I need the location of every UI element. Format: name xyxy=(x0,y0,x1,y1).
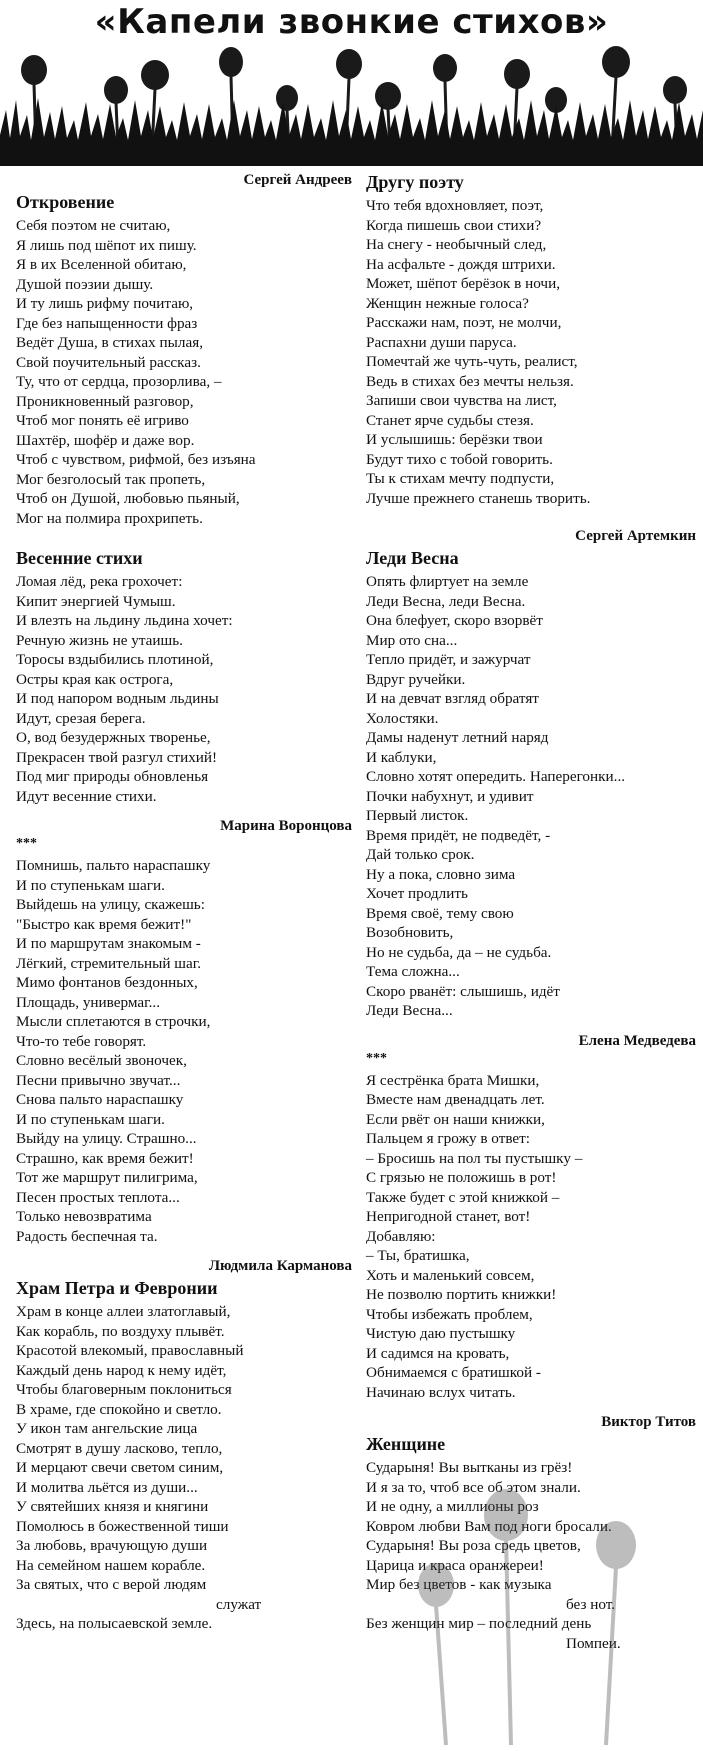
poem-title: Храм Петра и Февронии xyxy=(16,1278,218,1298)
poem-line: Почки набухнут, и удивит xyxy=(366,787,534,805)
poem-line: Кипит энергией Чумыш. xyxy=(16,592,176,610)
poem-line: Вдруг ручейки. xyxy=(366,670,466,688)
poem-author: Сергей Артемкин xyxy=(575,528,696,544)
poem-line: Мог безголосый так пропеть, xyxy=(16,470,206,488)
poem-line: Красотой влекомый, православный xyxy=(16,1342,244,1359)
poem-line: Радость беспечная та. xyxy=(16,1227,158,1245)
poem-line: Ломая лёд, река грохочет: xyxy=(16,573,183,590)
poem-line: Ковром любви Вам под ноги бросали. xyxy=(366,1517,612,1535)
poem-line: И по ступенькам шаги. xyxy=(16,876,165,894)
poem-line: Я лишь под шёпот их пишу. xyxy=(16,236,197,254)
poem-line: В храме, где спокойно и светло. xyxy=(16,1400,222,1418)
poem-line: Ту, что от сердца, прозорлива, – xyxy=(16,373,222,390)
poem-line: Только невозвратима xyxy=(16,1208,152,1225)
poem-line: Тема сложна... xyxy=(366,963,460,980)
poem-line: Первый листок. xyxy=(366,807,469,824)
poem-line: Храм в конце аллеи златоглавый, xyxy=(16,1303,231,1320)
poem-title: Леди Весна xyxy=(366,548,459,568)
poem-line: Ведёт Душа, в стихах пылая, xyxy=(16,334,203,351)
poem-line: Шахтёр, шофёр и даже вор. xyxy=(16,431,195,449)
poem-line: Дамы наденут летний наряд xyxy=(366,729,549,746)
poem-line: И я за то, чтоб все об этом знали. xyxy=(366,1478,581,1496)
poem-otkrovenie xyxy=(16,170,352,528)
poem-line: Тот же маршрут пилигрима, xyxy=(16,1169,198,1186)
poem-line: Чистую даю пустышку xyxy=(366,1325,516,1342)
poem-text xyxy=(366,572,696,1021)
poem-text xyxy=(16,572,352,806)
poem-line: Будут тихо с тобой говорить. xyxy=(366,450,553,468)
poem-line: Мир без цветов - как музыка xyxy=(366,1576,552,1593)
poem-line: О, вод безудержных творенье, xyxy=(16,729,211,746)
poem-line: Где без напыщенности фраз xyxy=(16,314,198,332)
poem-line: Прекрасен твой разгул стихий! xyxy=(16,748,218,766)
poem-line: Идут, срезая берега. xyxy=(16,709,146,727)
poem-line: Вместе нам двенадцать лет. xyxy=(366,1091,545,1108)
poem-line: Свой поучительный рассказ. xyxy=(16,353,201,371)
right-column xyxy=(366,170,696,1653)
poem-author: Сергей Андреев xyxy=(243,172,352,188)
poem-line: И не одну, а миллионы роз xyxy=(366,1498,539,1515)
poem-line: На асфальте - дождя штрихи. xyxy=(366,255,556,273)
poem-line: Но не судьба, да – не судьба. xyxy=(366,943,552,961)
poem-vorontsova xyxy=(16,816,352,1246)
poem-author: Елена Медведева xyxy=(578,1032,696,1049)
poem-line: Непригодной станет, вот! xyxy=(366,1208,531,1225)
poem-line: Выйдешь на улицу, скажешь: xyxy=(16,896,205,913)
poem-line: И по ступенькам шаги. xyxy=(16,1110,165,1128)
header-divider xyxy=(0,165,703,166)
poem-line: Помнишь, пальто нараспашку xyxy=(16,857,211,874)
left-column xyxy=(16,170,352,1634)
poem-title: Другу поэту xyxy=(366,172,464,192)
poem-line: Себя поэтом не считаю, xyxy=(16,217,171,234)
poem-line: Станет ярче судьбы стезя. xyxy=(366,411,534,429)
poem-text xyxy=(16,216,352,528)
poem-line: Каждый день народ к нему идёт, xyxy=(16,1361,227,1379)
header-banner xyxy=(0,0,703,166)
poem-line: Помечтай же чуть-чуть, реалист, xyxy=(366,353,578,370)
poem-line: Как корабль, по воздуху плывёт. xyxy=(16,1322,225,1340)
poem-author: Виктор Титов xyxy=(601,1414,696,1430)
poem-line: Под миг природы обновленья xyxy=(16,768,209,785)
poem-line: Она блефует, скоро взорвёт xyxy=(366,612,543,629)
poem-stars: *** xyxy=(366,1050,387,1066)
poem-line: Мир ото сна... xyxy=(366,631,458,649)
poem-line: Хочет продлить xyxy=(366,885,468,902)
poem-line: Речную жизнь не утаишь. xyxy=(16,631,183,649)
poem-line: служат xyxy=(216,1595,262,1613)
poem-title: Женщине xyxy=(366,1434,446,1454)
poem-line: Чтоб с чувством, рифмой, без изъяна xyxy=(16,451,256,468)
poem-line: Царица и краса оранжереи! xyxy=(366,1556,544,1574)
poem-ledi-vesna xyxy=(366,526,696,1021)
poem-line: Расскажи нам, поэт, не молчи, xyxy=(366,314,562,331)
poem-line: Смотрят в душу ласково, тепло, xyxy=(16,1439,223,1457)
poem-line: Сударыня! Вы роза средь цветов, xyxy=(366,1537,581,1554)
poem-author: Людмила Карманова xyxy=(208,1258,352,1274)
poem-line: За любовь, врачующую души xyxy=(16,1537,208,1554)
poem-line: Ну а пока, словно зима xyxy=(366,865,516,883)
poem-line: Мысли сплетаются в строчки, xyxy=(16,1013,211,1030)
poem-line: Также будет с этой книжкой – xyxy=(366,1188,560,1206)
poem-line: С грязью не положишь в рот! xyxy=(366,1169,557,1186)
poem-line: На снегу - необычный след, xyxy=(366,236,547,253)
poem-zhenshchine xyxy=(366,1412,696,1653)
poem-line: Ведь в стихах без мечты нельзя. xyxy=(366,372,574,390)
poem-line: И молитва льётся из души... xyxy=(16,1478,198,1496)
poem-drugu-poetu xyxy=(366,170,696,508)
poem-stars: *** xyxy=(16,836,37,851)
poem-line: Ты к стихам мечту подпусти, xyxy=(366,470,555,487)
poem-line: Я в их Вселенной обитаю, xyxy=(16,256,187,273)
poem-line: Душой поэзии дышу. xyxy=(16,275,154,293)
poem-line: Площадь, универмаг... xyxy=(16,993,161,1011)
poem-line: Чтоб он Душой, любовью пьяный, xyxy=(16,490,240,507)
page-title: «Капели звонкие стихов» xyxy=(94,2,609,42)
poem-line: – Ты, братишка, xyxy=(366,1247,470,1264)
poem-line: Дай только срок. xyxy=(366,846,475,863)
poem-line: Может, шёпот берёзок в ночи, xyxy=(366,275,560,292)
poem-line: Мог на полмира прохрипеть. xyxy=(16,509,203,527)
poem-line: Скоро рванёт: слышишь, идёт xyxy=(366,982,560,1000)
poem-line: И услышишь: берёзки твои xyxy=(366,431,543,448)
poem-text xyxy=(16,1302,352,1634)
poem-line: Не позволю портить книжки! xyxy=(366,1286,557,1303)
poem-line: Пальцем я грожу в ответ: xyxy=(366,1130,531,1147)
poem-line: Помолюсь в божественной тиши xyxy=(16,1517,229,1535)
poem-line: И мерцают свечи светом синим, xyxy=(16,1459,224,1476)
poem-text xyxy=(366,1071,696,1403)
poem-line: Торосы вздыбились плотиной, xyxy=(16,651,214,668)
poem-line: Хоть и маленький совсем, xyxy=(366,1266,535,1284)
poem-line: У святейших князя и княгини xyxy=(16,1498,209,1515)
poem-line: Чтобы избежать проблем, xyxy=(366,1305,533,1323)
poem-line: Лёгкий, стремительный шаг. xyxy=(16,954,202,972)
poem-line: И под напором водным льдины xyxy=(16,690,219,707)
poem-line: Словно весёлый звоночек, xyxy=(16,1052,187,1069)
poem-line: Здесь, на полысаевской земле. xyxy=(16,1615,213,1632)
poem-line: И на девчат взгляд обратят xyxy=(366,690,539,707)
poem-line: Что-то тебе говорят. xyxy=(16,1032,147,1050)
poem-line: Время своё, тему свою xyxy=(366,904,514,922)
poem-line: Холостяки. xyxy=(366,709,439,727)
poem-line: Если рвёт он наши книжки, xyxy=(366,1110,545,1128)
poem-vesennie-stikhi xyxy=(16,546,352,806)
poem-line: Леди Весна... xyxy=(366,1002,453,1019)
poem-line: Мимо фонтанов бездонных, xyxy=(16,974,198,991)
poem-line: Чтобы благоверным поклониться xyxy=(16,1381,232,1398)
poem-line: – Бросишь на пол ты пустышку – xyxy=(366,1149,583,1167)
poem-text xyxy=(16,856,352,1246)
poem-line: Опять флиртует на земле xyxy=(366,573,529,590)
poem-line: "Быстро как время бежит!" xyxy=(16,915,192,933)
poem-line: Снова пальто нараспашку xyxy=(16,1091,184,1108)
poem-line: За святых, что с верой людям xyxy=(16,1576,207,1593)
poem-line: Начинаю вслух читать. xyxy=(366,1383,516,1401)
poem-line: Запиши свои чувства на лист, xyxy=(366,392,557,409)
poem-text xyxy=(366,196,696,508)
tulip-grass-illustration xyxy=(0,40,703,166)
poem-line: Песен простых теплота... xyxy=(16,1188,180,1206)
poem-line: Лучше прежнего станешь творить. xyxy=(366,489,591,507)
poem-line: Добавляю: xyxy=(366,1227,436,1245)
poem-line: И влезть на льдину льдина хочет: xyxy=(16,612,233,629)
poem-line: Распахни души паруса. xyxy=(366,333,517,351)
poem-line: Леди Весна, леди Весна. xyxy=(366,592,526,610)
poem-line: Выйду на улицу. Страшно... xyxy=(16,1130,197,1147)
poem-line: Время придёт, не подведёт, - xyxy=(366,826,551,844)
poem-line: И по маршрутам знакомым - xyxy=(16,935,201,952)
poem-khram xyxy=(16,1256,352,1634)
poem-line: Песни привычно звучат... xyxy=(16,1071,181,1089)
poem-title: Весенние стихи xyxy=(16,548,143,568)
poem-line: Женщин нежные голоса? xyxy=(366,294,529,312)
poem-line: Обнимаемся с братишкой - xyxy=(366,1364,541,1381)
poem-text xyxy=(366,1458,696,1653)
poem-line: Идут весенние стихи. xyxy=(16,787,157,805)
poem-line: У икон там ангельские лица xyxy=(16,1420,198,1437)
poem-line: Возобновить, xyxy=(366,924,454,941)
poem-line: Чтоб мог понять её игриво xyxy=(16,412,189,429)
poem-author: Марина Воронцова xyxy=(220,818,352,834)
poem-line: Страшно, как время бежит! xyxy=(16,1149,194,1167)
poem-line: Словно хотят опередить. Наперегонки... xyxy=(366,768,626,785)
poem-line: Что тебя вдохновляет, поэт, xyxy=(366,197,544,214)
poem-line: На семейном нашем корабле. xyxy=(16,1556,206,1574)
poem-title: Откровение xyxy=(16,192,115,212)
poem-line: Проникновенный разговор, xyxy=(16,392,194,410)
poem-line: И каблуки, xyxy=(366,748,437,766)
poem-line: Сударыня! Вы вытканы из грёз! xyxy=(366,1459,573,1476)
poem-line: Без женщин мир – последний день xyxy=(366,1615,592,1632)
poem-line: Тепло придёт, и зажурчат xyxy=(366,651,531,668)
poem-line: Когда пишешь свои стихи? xyxy=(366,216,542,234)
poem-line: Помпеи. xyxy=(566,1634,621,1652)
poem-line: без нот. xyxy=(566,1595,616,1613)
poem-line: Остры края как острога, xyxy=(16,670,174,688)
poem-line: И садимся на кровать, xyxy=(366,1344,510,1362)
poem-line: И ту лишь рифму почитаю, xyxy=(16,295,194,312)
poem-line: Я сестрёнка брата Мишки, xyxy=(366,1071,540,1089)
poem-medvedeva xyxy=(366,1031,696,1403)
